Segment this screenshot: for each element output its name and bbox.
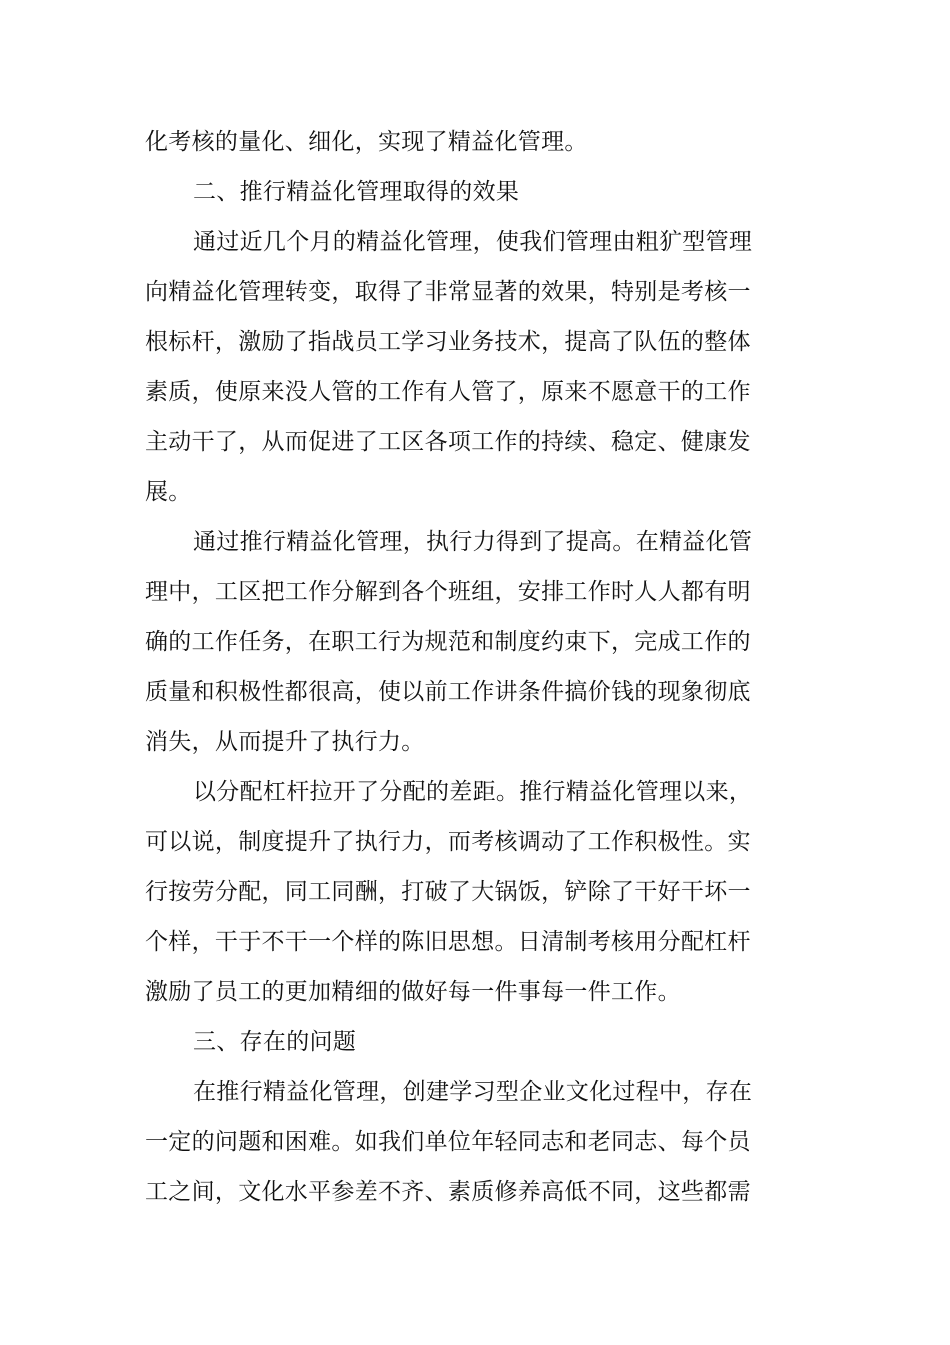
section-heading: 三、存在的问题: [193, 1029, 357, 1055]
text-line: 主动干了，从而促进了工区各项工作的持续、稳定、健康发: [145, 429, 751, 455]
text-line: 理中，工区把工作分解到各个班组，安排工作时人人都有明: [145, 579, 751, 605]
text-line: 确的工作任务，在职工行为规范和制度约束下，完成工作的: [145, 629, 751, 655]
text-line: 向精益化管理转变，取得了非常显著的效果，特别是考核一: [145, 279, 751, 305]
section-heading: 二、推行精益化管理取得的效果: [193, 179, 520, 205]
text-line: 可以说，制度提升了执行力，而考核调动了工作积极性。实: [145, 829, 751, 855]
text-line: 以分配杠杆拉开了分配的差距。推行精益化管理以来，: [193, 779, 753, 805]
text-line: 通过近几个月的精益化管理，使我们管理由粗犷型管理: [193, 229, 753, 255]
text-line: 展。: [145, 479, 192, 505]
text-line: 一定的问题和困难。如我们单位年轻同志和老同志、每个员: [145, 1129, 751, 1155]
text-line: 化考核的量化、细化，实现了精益化管理。: [145, 129, 588, 155]
text-line: 质量和积极性都很高，使以前工作讲条件搞价钱的现象彻底: [145, 679, 751, 705]
text-line: 消失，从而提升了执行力。: [145, 729, 425, 755]
text-line: 行按劳分配，同工同酬，打破了大锅饭，铲除了干好干坏一: [145, 879, 751, 905]
text-line: 素质，使原来没人管的工作有人管了，原来不愿意干的工作: [145, 379, 751, 405]
text-line: 个样，干于不干一个样的陈旧思想。日清制考核用分配杠杆: [145, 929, 751, 955]
text-line: 通过推行精益化管理，执行力得到了提高。在精益化管: [193, 529, 753, 555]
text-line: 根标杆，激励了指战员工学习业务技术，提高了队伍的整体: [145, 329, 751, 355]
text-line: 工之间，文化水平参差不齐、素质修养高低不同，这些都需: [145, 1179, 751, 1205]
text-line: 在推行精益化管理，创建学习型企业文化过程中，存在: [193, 1079, 753, 1105]
text-line: 激励了员工的更加精细的做好每一件事每一件工作。: [145, 979, 681, 1005]
